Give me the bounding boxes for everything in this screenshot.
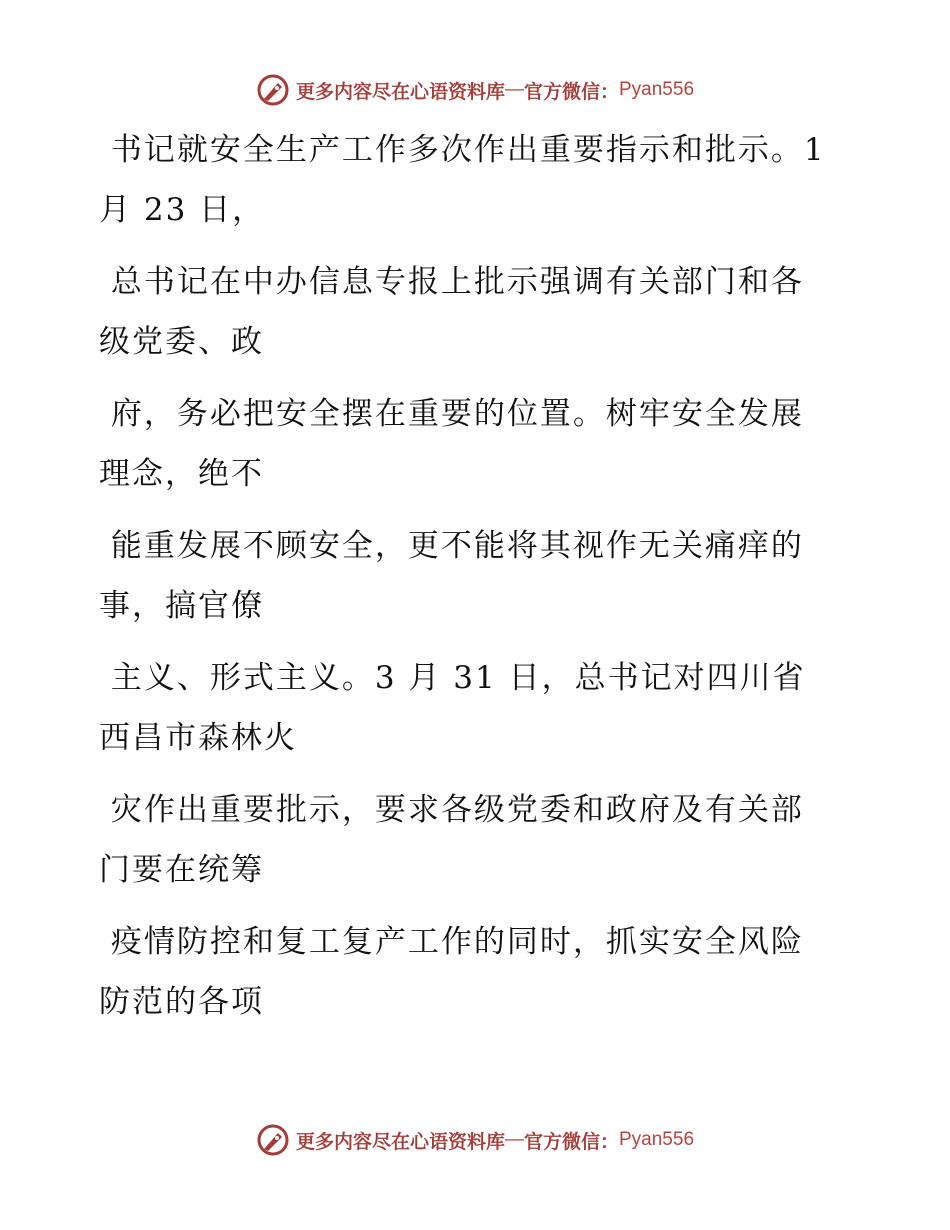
- paragraph: [99, 780, 839, 900]
- header-dash: —: [504, 79, 524, 100]
- text-line: 西昌市森林火: [99, 720, 297, 756]
- footer-wechat-id: Pyan556: [619, 1129, 695, 1150]
- header-banner: [0, 70, 950, 110]
- paragraph: [99, 120, 839, 240]
- paragraph: [99, 252, 839, 372]
- text-line: 事，搞官僚: [99, 588, 264, 624]
- text-line: 级党委、政: [99, 324, 264, 360]
- text-line: 府，务必把安全摆在重要的位置。树牢安全发展: [99, 396, 804, 432]
- header-brand-text: 更多内容尽在心语资料库: [295, 80, 505, 103]
- text-line: 月 23 日，: [99, 192, 266, 228]
- text-line: 防范的各项: [99, 984, 264, 1020]
- header-wechat-label: 官方微信：: [523, 80, 619, 103]
- footer-banner: [0, 1120, 950, 1160]
- paragraph: [99, 912, 839, 1032]
- footer-wechat-label: 官方微信：: [523, 1130, 619, 1153]
- footer-dash: —: [504, 1129, 524, 1150]
- header-wechat-id: Pyan556: [619, 79, 695, 100]
- paragraph: [99, 384, 839, 504]
- text-line: 灾作出重要批示，要求各级党委和政府及有关部: [99, 792, 804, 828]
- paragraph: [99, 516, 839, 636]
- paragraph: [99, 648, 839, 768]
- document-body: [99, 120, 839, 1032]
- text-line: 门要在统筹: [99, 852, 264, 888]
- text-line: 疫情防控和复工复产工作的同时，抓实安全风险: [99, 924, 804, 960]
- text-line: 总书记在中办信息专报上批示强调有关部门和各: [99, 264, 804, 300]
- text-line: 主义、形式主义。3 月 31 日，总书记对四川省: [99, 660, 806, 696]
- text-line: 理念，绝不: [99, 456, 264, 492]
- pen-nib-icon: [256, 73, 290, 107]
- text-line: 能重发展不顾安全，更不能将其视作无关痛痒的: [99, 528, 804, 564]
- footer-brand-text: 更多内容尽在心语资料库: [295, 1130, 505, 1153]
- pen-nib-icon: [256, 1123, 290, 1157]
- text-line: 书记就安全生产工作多次作出重要指示和批示。1: [99, 132, 826, 168]
